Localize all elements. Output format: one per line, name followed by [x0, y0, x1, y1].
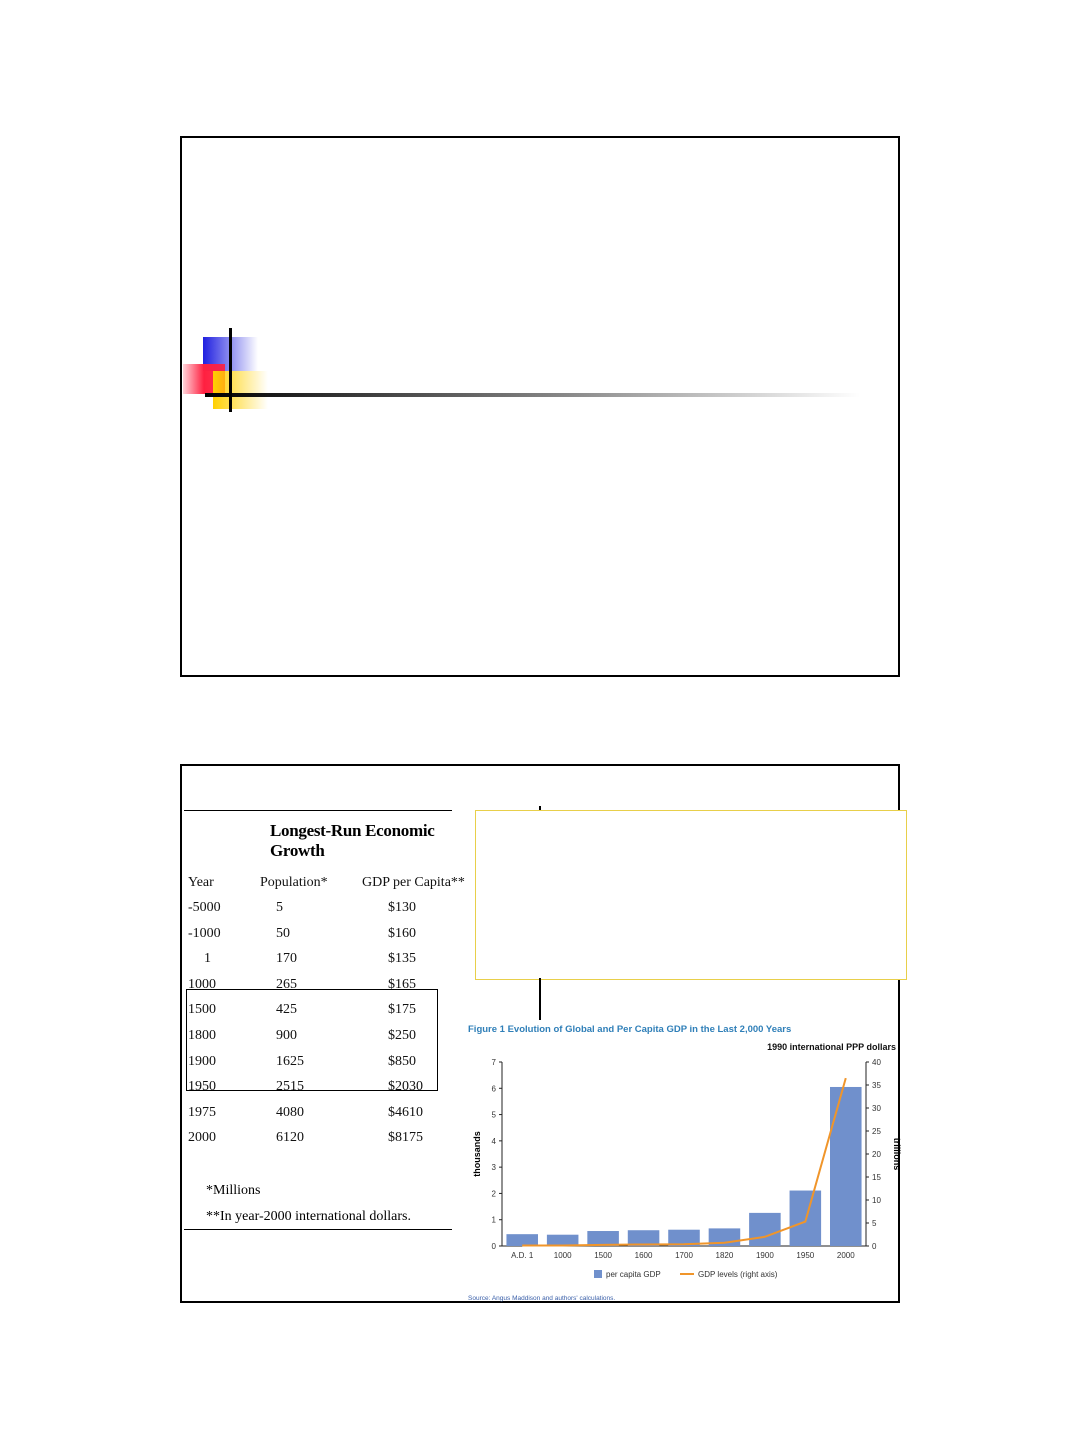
bar [830, 1087, 862, 1246]
gdp-chart [466, 1052, 902, 1302]
footnote-dollars: **In year-2000 international dollars. [206, 1209, 411, 1224]
table-cell: $8175 [388, 1130, 423, 1146]
y2-axis-label: trillions [892, 1137, 902, 1171]
table-cell: $130 [388, 900, 416, 915]
table-title: Longest-Run Economic Growth [270, 821, 435, 860]
table-cell: 900 [276, 1028, 297, 1043]
table-cell: 4080 [276, 1104, 304, 1120]
figure-subtitle: 1990 international PPP dollars [767, 1042, 896, 1052]
table-cell: -1000 [188, 925, 221, 941]
right-tick-label: 15 [872, 1173, 881, 1182]
x-tick-label: 1900 [755, 1251, 774, 1260]
callout-box [475, 810, 907, 980]
legend-swatch-bar [594, 1270, 602, 1278]
right-tick-label: 5 [872, 1219, 877, 1228]
table-cell: 1900 [188, 1053, 216, 1069]
table-cell: 265 [276, 976, 297, 992]
right-tick-label: 35 [872, 1081, 881, 1090]
table-cell: $2030 [388, 1079, 423, 1095]
left-tick-label: 1 [491, 1215, 496, 1225]
right-tick-label: 30 [872, 1104, 881, 1113]
table-cell: 1500 [188, 1002, 216, 1018]
table-cell: 50 [276, 925, 290, 941]
growth-table [184, 810, 465, 1230]
x-tick-label: 1950 [796, 1251, 815, 1260]
connector-line [539, 978, 541, 1020]
bar [506, 1234, 538, 1246]
left-tick-label: 3 [491, 1163, 496, 1173]
legend-label-line: GDP levels (right axis) [698, 1270, 778, 1279]
table-cell: 1950 [188, 1079, 216, 1095]
table-cell: 6120 [276, 1130, 304, 1146]
x-tick-label: 1600 [634, 1251, 653, 1260]
slide-1 [180, 136, 900, 677]
table-cell: $165 [388, 976, 416, 992]
figure-title: Figure 1 Evolution of Global and Per Capita GDP in the Last 2,000 Years [468, 1024, 792, 1035]
slide-2 [180, 764, 900, 1303]
table-cell: 2000 [188, 1130, 216, 1146]
x-tick-label: 2000 [836, 1251, 855, 1260]
table-cell: 1975 [188, 1104, 216, 1120]
bar [749, 1213, 781, 1246]
legend-label-bar: per capita GDP [606, 1270, 661, 1279]
table-header-cell: Population* [260, 875, 328, 890]
x-tick-label: 1000 [553, 1251, 572, 1260]
table-cell: $175 [388, 1002, 416, 1018]
y-axis-label: thousands [472, 1131, 482, 1177]
table-cell: 2515 [276, 1079, 304, 1095]
footnote-millions: *Millions [206, 1183, 261, 1198]
table-cell: 170 [276, 951, 297, 967]
table-header-cell: GDP per Capita** [362, 875, 465, 890]
right-tick-label: 25 [872, 1127, 881, 1136]
table-cell: $4610 [388, 1104, 423, 1120]
left-tick-label: 2 [491, 1189, 496, 1199]
left-tick-label: 7 [491, 1058, 496, 1067]
table-cell: -5000 [188, 900, 221, 915]
right-tick-label: 40 [872, 1058, 881, 1067]
x-tick-label: 1820 [715, 1251, 734, 1260]
table-cell: 1 [204, 951, 211, 967]
x-tick-label: A.D. 1 [511, 1251, 534, 1260]
table-header-cell: Year [188, 875, 214, 890]
x-tick-label: 1700 [675, 1251, 693, 1260]
table-cell: 1800 [188, 1028, 216, 1043]
left-tick-label: 0 [491, 1242, 496, 1251]
left-tick-label: 6 [491, 1084, 496, 1094]
table-cell: 5 [276, 900, 283, 915]
x-tick-label: 1500 [594, 1251, 613, 1260]
right-tick-label: 0 [872, 1242, 877, 1251]
table-cell: 425 [276, 1002, 297, 1018]
table-cell: 1000 [188, 976, 216, 992]
table-cell: $135 [388, 951, 416, 967]
table-cell: $160 [388, 925, 416, 941]
left-tick-label: 4 [491, 1136, 496, 1146]
right-tick-label: 20 [872, 1150, 881, 1159]
table-cell: 1625 [276, 1053, 304, 1069]
table-cell: $250 [388, 1028, 416, 1043]
figure-source: Source: Angus Maddison and authors' calculations. [468, 1295, 616, 1302]
table-cell: $850 [388, 1053, 416, 1069]
highlight-box [186, 989, 438, 1091]
right-tick-label: 10 [872, 1196, 881, 1205]
left-tick-label: 5 [491, 1110, 496, 1120]
